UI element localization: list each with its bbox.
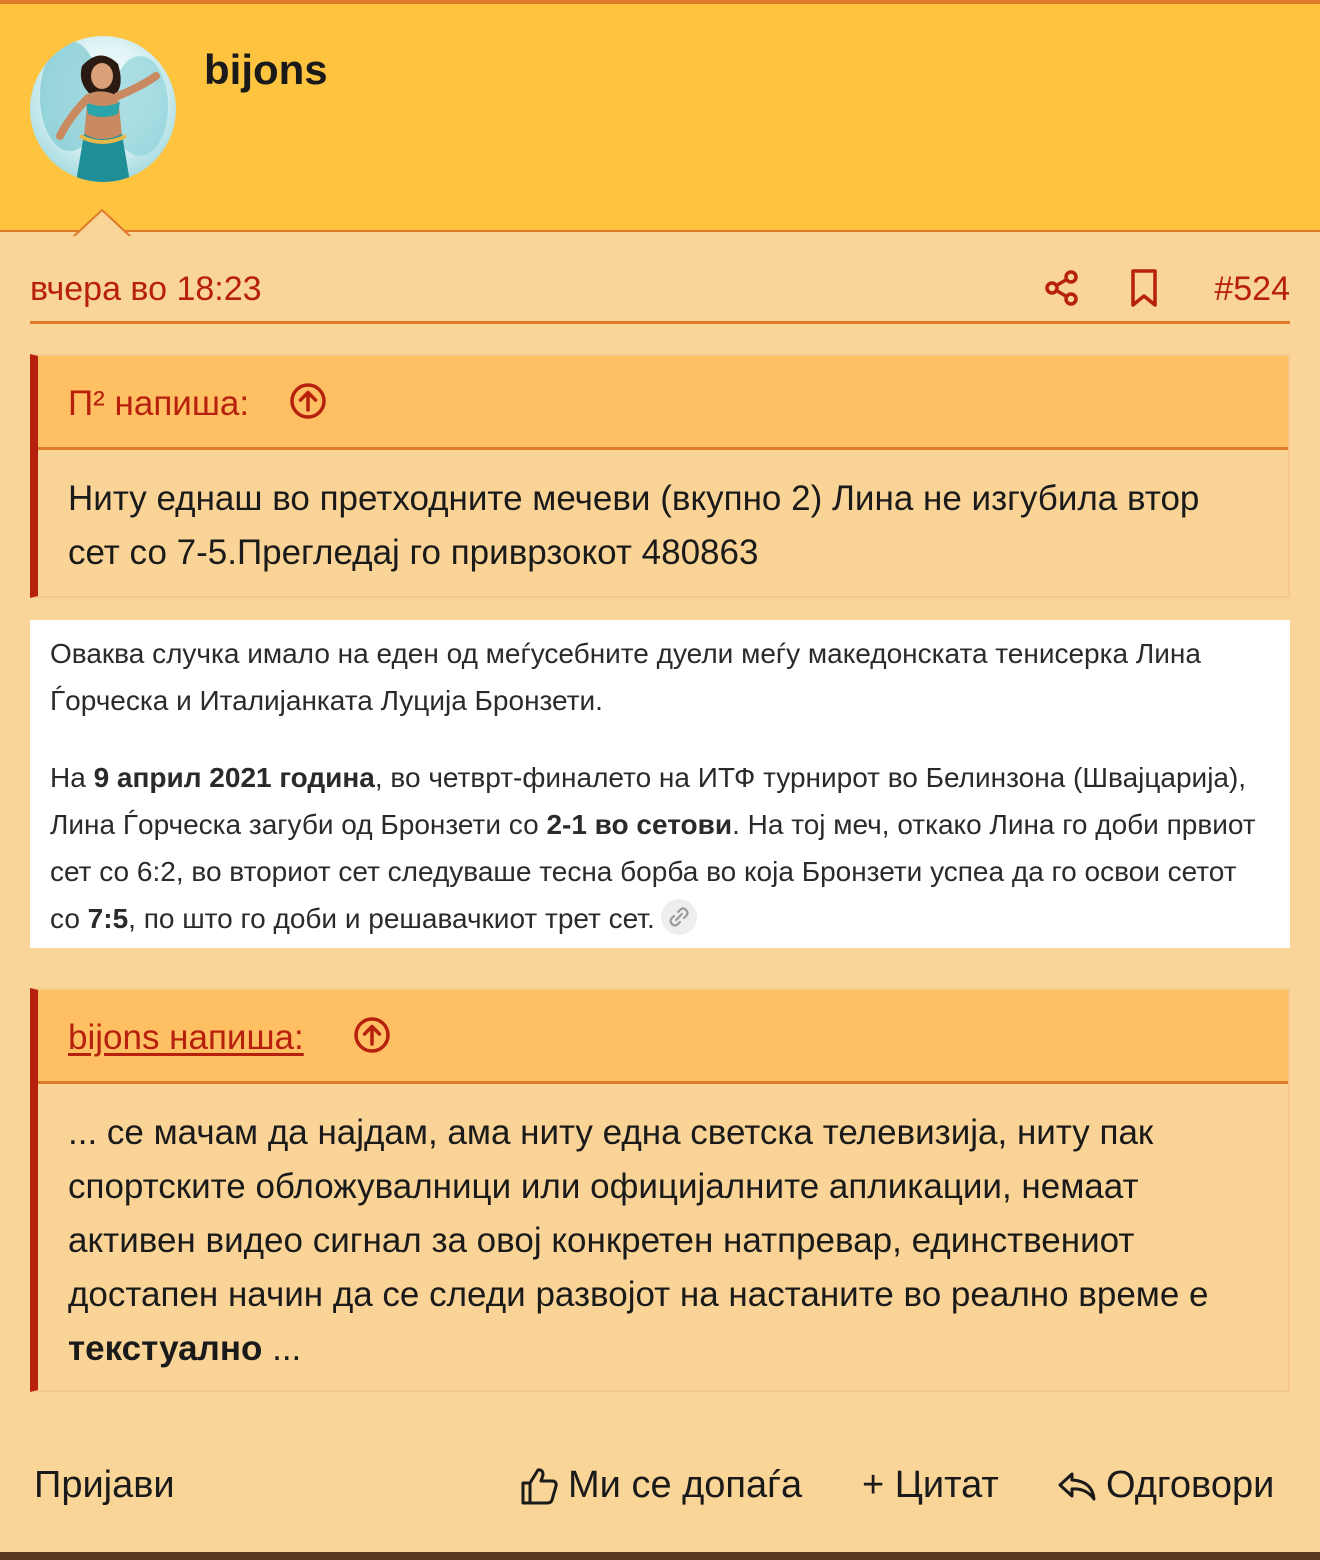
reply-arrow-icon [1056,1465,1098,1507]
text-span: , во четврт-финалето на ИТФ турнирот во Белинзона (Швајцарија), Лина Ѓорческа загуби од Бронзети со [50,762,1247,840]
quote-label: + Цитат [862,1464,999,1506]
text-span: . На тој меч, откако Лина го доби првиот сет со 6:2, во вториот сет следуваше тесна борба во која Бронзети успеа да го освои сетот со [50,809,1256,934]
caret-pointer-icon [72,208,132,238]
quote-text [38,1084,1288,1376]
bottom-divider [0,1552,1320,1560]
like-button[interactable] [518,1464,802,1507]
text-span: , по што го доби и решавачкиот трет сет. [128,903,655,934]
quote-header [38,356,1288,450]
text-span: На [50,762,94,793]
quote-header [38,990,1288,1084]
like-label: Ми се допаѓа [568,1464,803,1506]
bold-score: 2-1 во сетови [546,809,733,840]
quote-button[interactable] [862,1464,999,1507]
screenshot-paragraph-1: Оваква случка имало на еден од меѓусебните дуели меѓу македонската тенисерка Лина Ѓорческа и Италијанката Луција Бронзети. [50,638,1201,716]
bold-date: 9 април 2021 година [93,762,375,793]
text-span: ... се мачам да најдам, ама ниту една светска телевизија, ниту пак спортските обложувалници или официјалните апликации, немаат активен видео сигнал за овој конкретен натпревар, единствениот достапен начин да се следи развојот на настаните во реално време е [68,1113,1209,1314]
post-meta-row [30,258,1290,324]
arrow-up-circle-icon[interactable] [288,381,328,421]
bold-word: текстуално [68,1329,263,1368]
post-header [0,0,1320,232]
thumbs-up-icon [518,1465,560,1507]
avatar-image-icon [30,36,176,182]
username[interactable]: bijons [204,46,328,93]
bookmark-icon[interactable] [1126,268,1162,308]
quote-block-1 [30,354,1290,598]
report-link[interactable]: Пријави [34,1464,175,1506]
quote-author-link[interactable]: bijons напиша: [68,1018,304,1057]
reply-button[interactable] [1056,1464,1274,1507]
quote-block-2 [30,988,1290,1392]
share-icon[interactable] [1042,268,1082,308]
post-footer [0,1450,1320,1522]
bold-set-score: 7:5 [87,903,129,934]
arrow-up-circle-icon[interactable] [352,1015,392,1055]
screenshot-paragraph-2 [50,754,1270,942]
reply-label: Одговори [1106,1464,1275,1506]
quote-text: Ниту еднаш во претходните мечеви (вкупно 2) Лина не изгубила втор сет со 7-5.Прегледај го приврзокот 480863 [68,479,1200,572]
post-number[interactable]: #524 [1214,270,1290,308]
avatar[interactable] [30,36,176,182]
link-icon [661,899,697,935]
post-timestamp[interactable]: вчера во 18:23 [30,270,262,308]
embedded-screenshot [30,620,1290,948]
text-span: ... [262,1329,302,1368]
quote-author: П² напиша: [68,384,250,423]
